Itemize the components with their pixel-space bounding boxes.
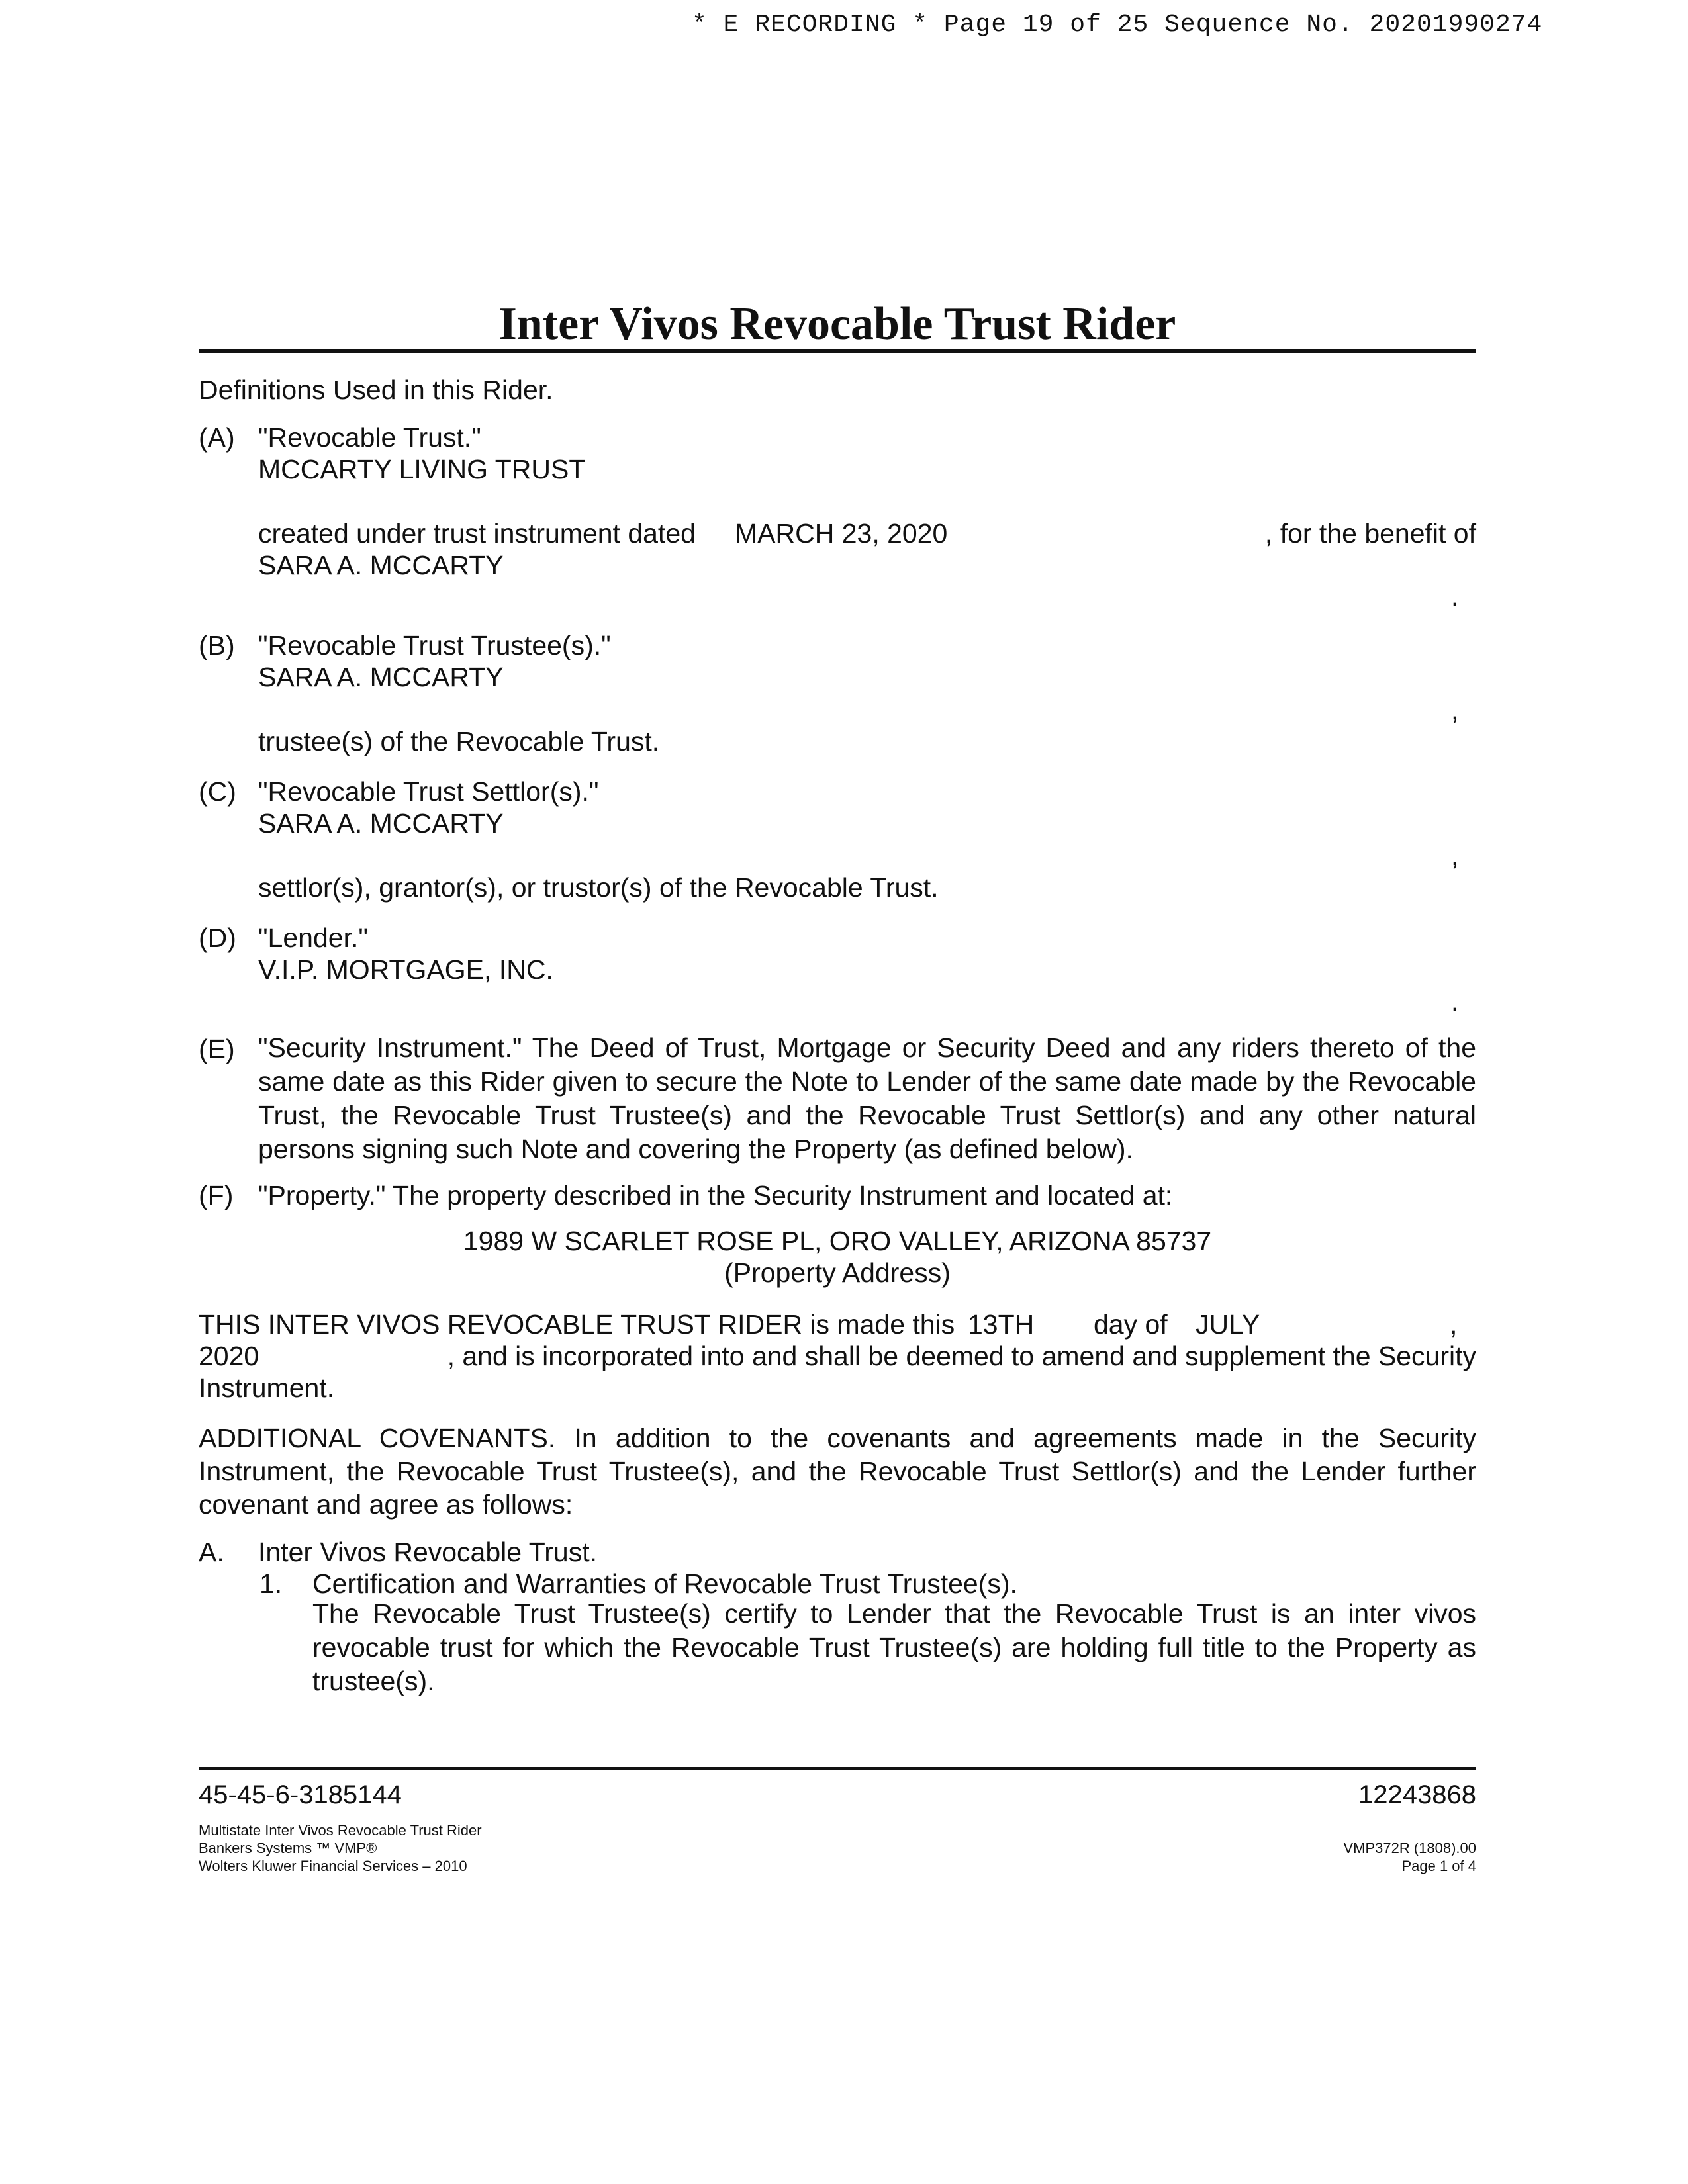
made-clause-prefix: THIS INTER VIVOS REVOCABLE TRUST RIDER is made this	[199, 1309, 955, 1340]
property-address-caption: (Property Address)	[724, 1257, 951, 1288]
definition-e-label: (E)	[199, 1034, 235, 1064]
form-publisher-line: Bankers Systems ™ VMP®	[199, 1840, 377, 1856]
section-a-label: A.	[199, 1537, 224, 1567]
rider-year: 2020	[199, 1341, 259, 1371]
made-clause-line2: , and is incorporated into and shall be deemed to amend and supplement the Security	[447, 1341, 1476, 1371]
definition-a-label: (A)	[199, 422, 235, 453]
rider-month-comma: ,	[1450, 1309, 1458, 1340]
definition-a-end-mark: .	[1451, 581, 1459, 612]
recording-stamp: * E RECORDING * Page 19 of 25 Sequence No. 20201990274	[692, 11, 1543, 39]
trustee-name: SARA A. MCCARTY	[258, 662, 504, 692]
form-copyright-line: Wolters Kluwer Financial Services – 2010	[199, 1858, 467, 1874]
settlor-suffix: settlor(s), grantor(s), or trustor(s) of the Revocable Trust.	[258, 872, 939, 903]
security-instrument-definition: "Security Instrument." The Deed of Trust, Mortgage or Security Deed and any riders thereto of the same date as this Rider given to secure the Note to Lender of the same date made by the Revocable Trust, the Revocable Trust Trustee(s) and the Revocable Trust Settlor(s) and any other natural persons signing such Note and covering the Property (as defined below).	[258, 1032, 1476, 1164]
additional-covenants: ADDITIONAL COVENANTS. In addition to the covenants and agreements made in the Security Instrument, the Revocable Trust Trustee(s), and the Revocable Trust Settlor(s) and the Lender further covenant and agree as follows:	[199, 1423, 1476, 1520]
definitions-heading: Definitions Used in this Rider.	[199, 375, 553, 405]
rider-day: 13TH	[968, 1309, 1035, 1340]
item-1-heading: Certification and Warranties of Revocable Trust Trustee(s).	[312, 1569, 1017, 1599]
trust-instrument-date: MARCH 23, 2020	[735, 518, 948, 549]
made-clause-line3: Instrument.	[199, 1373, 335, 1403]
revocable-trust-name: MCCARTY LIVING TRUST	[258, 454, 586, 484]
trust-beneficiary: SARA A. MCCARTY	[258, 550, 504, 580]
definition-d-label: (D)	[199, 923, 236, 953]
document-title: Inter Vivos Revocable Trust Rider	[498, 298, 1176, 349]
form-code: VMP372R (1808).00	[1343, 1840, 1476, 1856]
definition-d-term: "Lender."	[258, 923, 368, 953]
form-name-line: Multistate Inter Vivos Revocable Trust Rider	[199, 1822, 482, 1839]
footer-rule	[199, 1767, 1476, 1770]
section-a-heading: Inter Vivos Revocable Trust.	[258, 1537, 597, 1567]
definition-c-end-mark: ,	[1451, 841, 1459, 871]
definition-c-term: "Revocable Trust Settlor(s)."	[258, 776, 599, 807]
lender-name: V.I.P. MORTGAGE, INC.	[258, 954, 553, 985]
definition-a-term: "Revocable Trust."	[258, 422, 481, 453]
document-number: 12243868	[1358, 1780, 1476, 1809]
page-number: Page 1 of 4	[1401, 1858, 1476, 1874]
item-1-label: 1.	[259, 1569, 283, 1599]
item-1-text: The Revocable Trust Trustee(s) certify to Lender that the Revocable Trust is an inter vivos revocable trust for which the Revocable Trust Trustee(s) are holding full title to the Property as trustee(s).	[312, 1598, 1476, 1696]
title-rule	[199, 349, 1476, 353]
definition-b-term: "Revocable Trust Trustee(s)."	[258, 630, 611, 660]
property-address: 1989 W SCARLET ROSE PL, ORO VALLEY, ARIZONA 85737	[463, 1226, 1212, 1256]
definition-b-label: (B)	[199, 630, 235, 660]
definition-c-label: (C)	[199, 776, 236, 807]
trust-created-text: created under trust instrument dated	[258, 518, 696, 549]
benefit-text: , for the benefit of	[1264, 518, 1476, 549]
definition-f-label: (F)	[199, 1180, 234, 1210]
property-definition: "Property." The property described in the Security Instrument and located at:	[258, 1180, 1173, 1210]
rider-day-of: day of	[1094, 1309, 1168, 1340]
definition-b-end-mark: ,	[1451, 695, 1459, 725]
trustee-suffix: trustee(s) of the Revocable Trust.	[258, 726, 660, 756]
rider-month: JULY	[1196, 1309, 1260, 1340]
settlor-name: SARA A. MCCARTY	[258, 808, 504, 839]
loan-number: 45-45-6-3185144	[199, 1780, 402, 1809]
definition-d-end-mark: .	[1451, 986, 1459, 1017]
